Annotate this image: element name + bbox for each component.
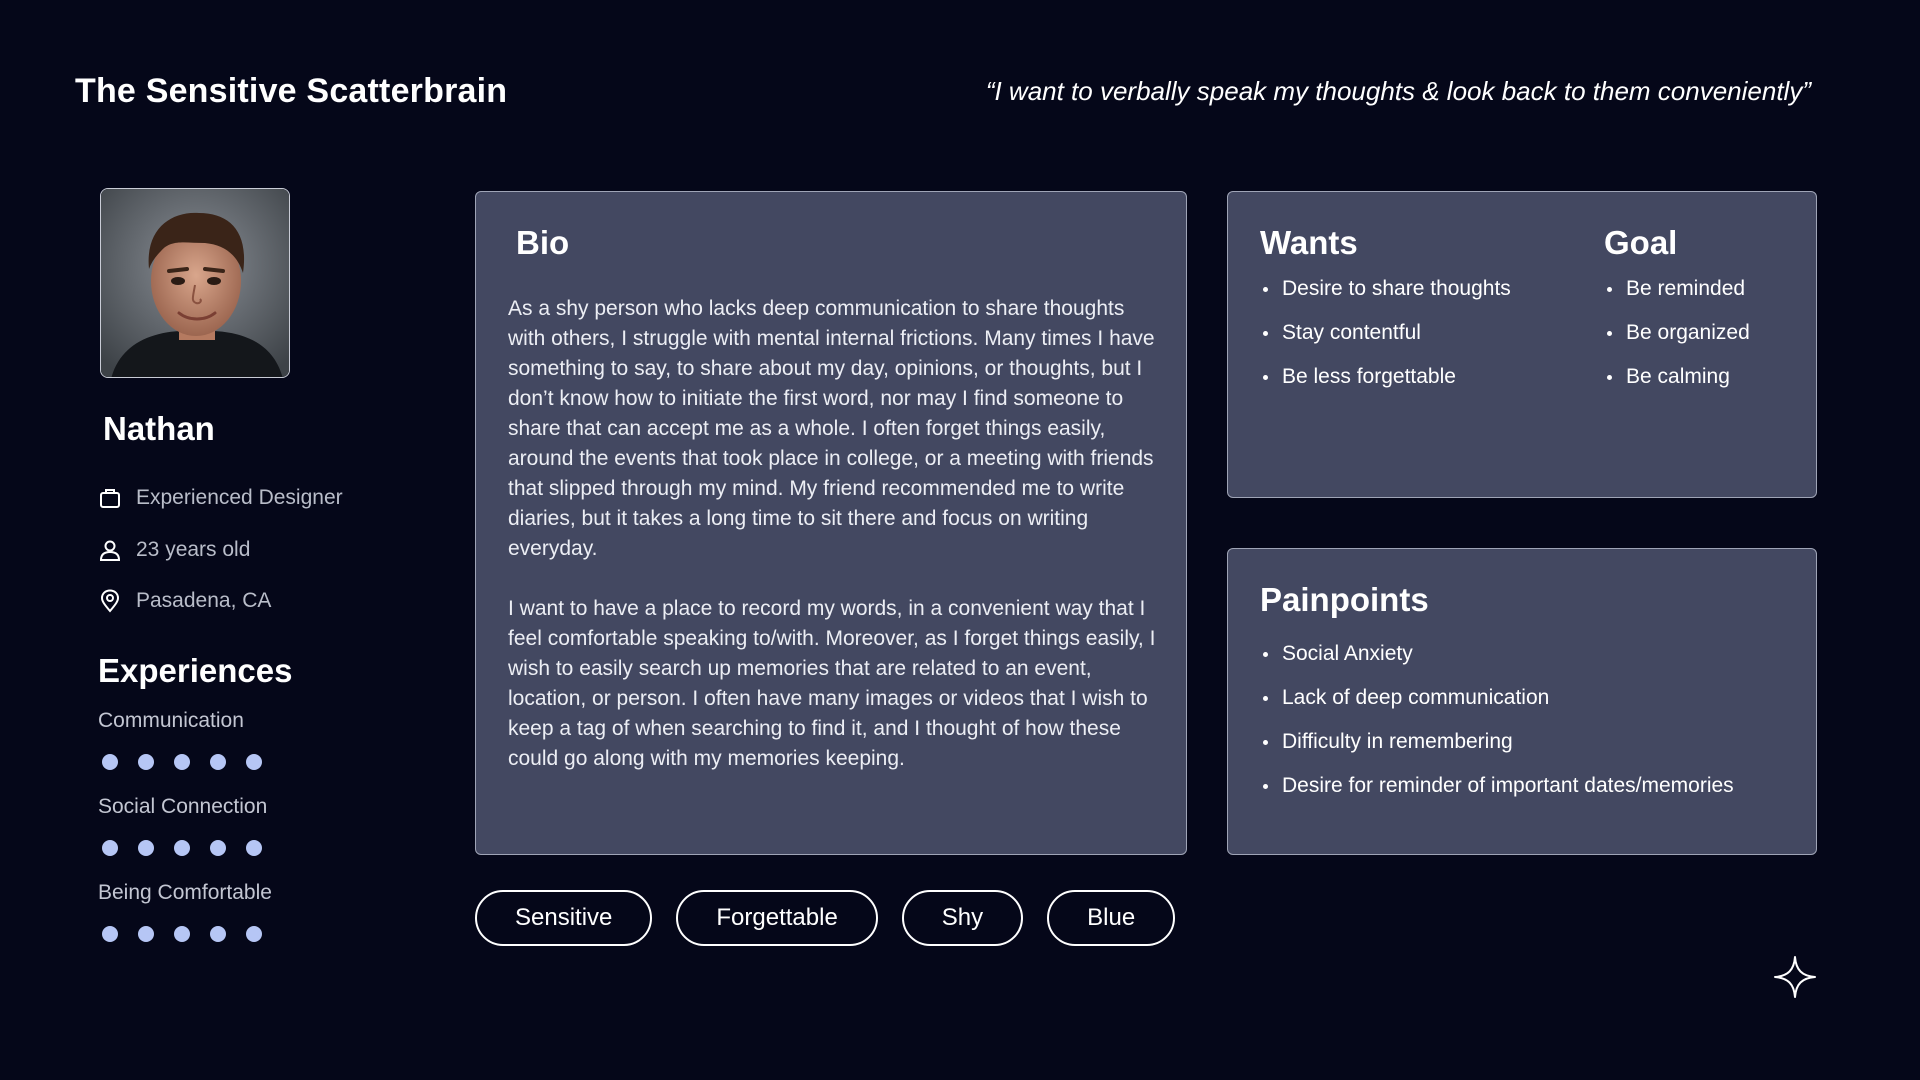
location-pin-icon (98, 589, 122, 613)
rating-dot (102, 926, 118, 942)
occupation-text: Experienced Designer (136, 486, 343, 509)
goal-list (1604, 274, 1750, 406)
experience-label: Social Connection (98, 795, 268, 818)
wants-section (1260, 224, 1511, 406)
goal-item: Be reminded (1604, 274, 1750, 318)
rating-dot (102, 840, 118, 856)
painpoint-item: Difficulty in remembering (1260, 727, 1734, 771)
bio-card (475, 191, 1187, 855)
person-icon (98, 538, 122, 562)
avatar (100, 188, 290, 378)
page-title: The Sensitive Scatterbrain (75, 72, 508, 110)
experience-rating (102, 754, 262, 770)
goal-title: Goal (1604, 224, 1678, 261)
wants-item: Be less forgettable (1260, 362, 1511, 406)
sparkle-icon (1773, 955, 1817, 999)
bio-title: Bio (516, 224, 570, 261)
rating-dot (174, 926, 190, 942)
tag-forgettable[interactable]: Forgettable (676, 890, 877, 946)
wants-list (1260, 274, 1511, 406)
age-row (98, 538, 250, 562)
goal-item: Be organized (1604, 318, 1750, 362)
persona-quote: “I want to verbally speak my thoughts & look back to them conveniently” (985, 76, 1811, 106)
rating-dot (210, 840, 226, 856)
painpoint-item: Social Anxiety (1260, 639, 1734, 683)
profile-photo (101, 189, 290, 378)
wants-title: Wants (1260, 224, 1358, 261)
painpoint-item: Lack of deep communication (1260, 683, 1734, 727)
goal-section (1604, 224, 1750, 406)
painpoints-list (1260, 639, 1734, 815)
experience-rating (102, 840, 262, 856)
wants-item: Stay contentful (1260, 318, 1511, 362)
painpoints-card (1227, 548, 1817, 855)
painpoints-title: Painpoints (1260, 581, 1429, 618)
rating-dot (174, 754, 190, 770)
experience-rating (102, 926, 262, 942)
location-text: Pasadena, CA (136, 589, 272, 612)
bio-text (508, 294, 1158, 804)
location-row (98, 589, 271, 613)
rating-dot (210, 754, 226, 770)
rating-dot (174, 840, 190, 856)
experience-label: Communication (98, 709, 244, 732)
briefcase-icon (98, 486, 122, 510)
age-text: 23 years old (136, 538, 251, 561)
rating-dot (138, 926, 154, 942)
bio-paragraph: I want to have a place to record my words, in a convenient way that I feel comfortable speaking to/with. Moreover, as I forget things easily, I wish to easily search up memories that are related to an event, location, or person. I often have many images or videos that I wish to keep a tag of when searching to find it, and I thought of how these could go along with my memories keeping. (508, 597, 1156, 770)
wants-item: Desire to share thoughts (1260, 274, 1511, 318)
persona-name: Nathan (103, 410, 215, 447)
goal-item: Be calming (1604, 362, 1750, 406)
rating-dot (210, 926, 226, 942)
rating-dot (138, 754, 154, 770)
wants-goal-card (1227, 191, 1817, 498)
rating-dot (246, 926, 262, 942)
tag-sensitive[interactable]: Sensitive (475, 890, 652, 946)
rating-dot (246, 840, 262, 856)
rating-dot (246, 754, 262, 770)
experience-label: Being Comfortable (98, 881, 272, 904)
rating-dot (102, 754, 118, 770)
bio-paragraph: As a shy person who lacks deep communication to share thoughts with others, I struggle with mental internal frictions. Many times I have something to say, to share about my day, opinions, or thoughts, but I don’t know how to initiate the first word, nor may I find someone to share that can accept me as a whole. I often forget things easily, around the events that took place in college, or a meeting with friends that slipped through my mind. My friend recommended me to write diaries, but it takes a long time to sit there and focus on writing everyday. (508, 297, 1155, 560)
painpoint-item: Desire for reminder of important dates/memories (1260, 771, 1734, 815)
rating-dot (138, 840, 154, 856)
experiences-title: Experiences (98, 652, 293, 689)
occupation-row (98, 486, 343, 510)
tag-shy[interactable]: Shy (902, 890, 1023, 946)
trait-tags (475, 890, 1175, 946)
tag-blue[interactable]: Blue (1047, 890, 1175, 946)
